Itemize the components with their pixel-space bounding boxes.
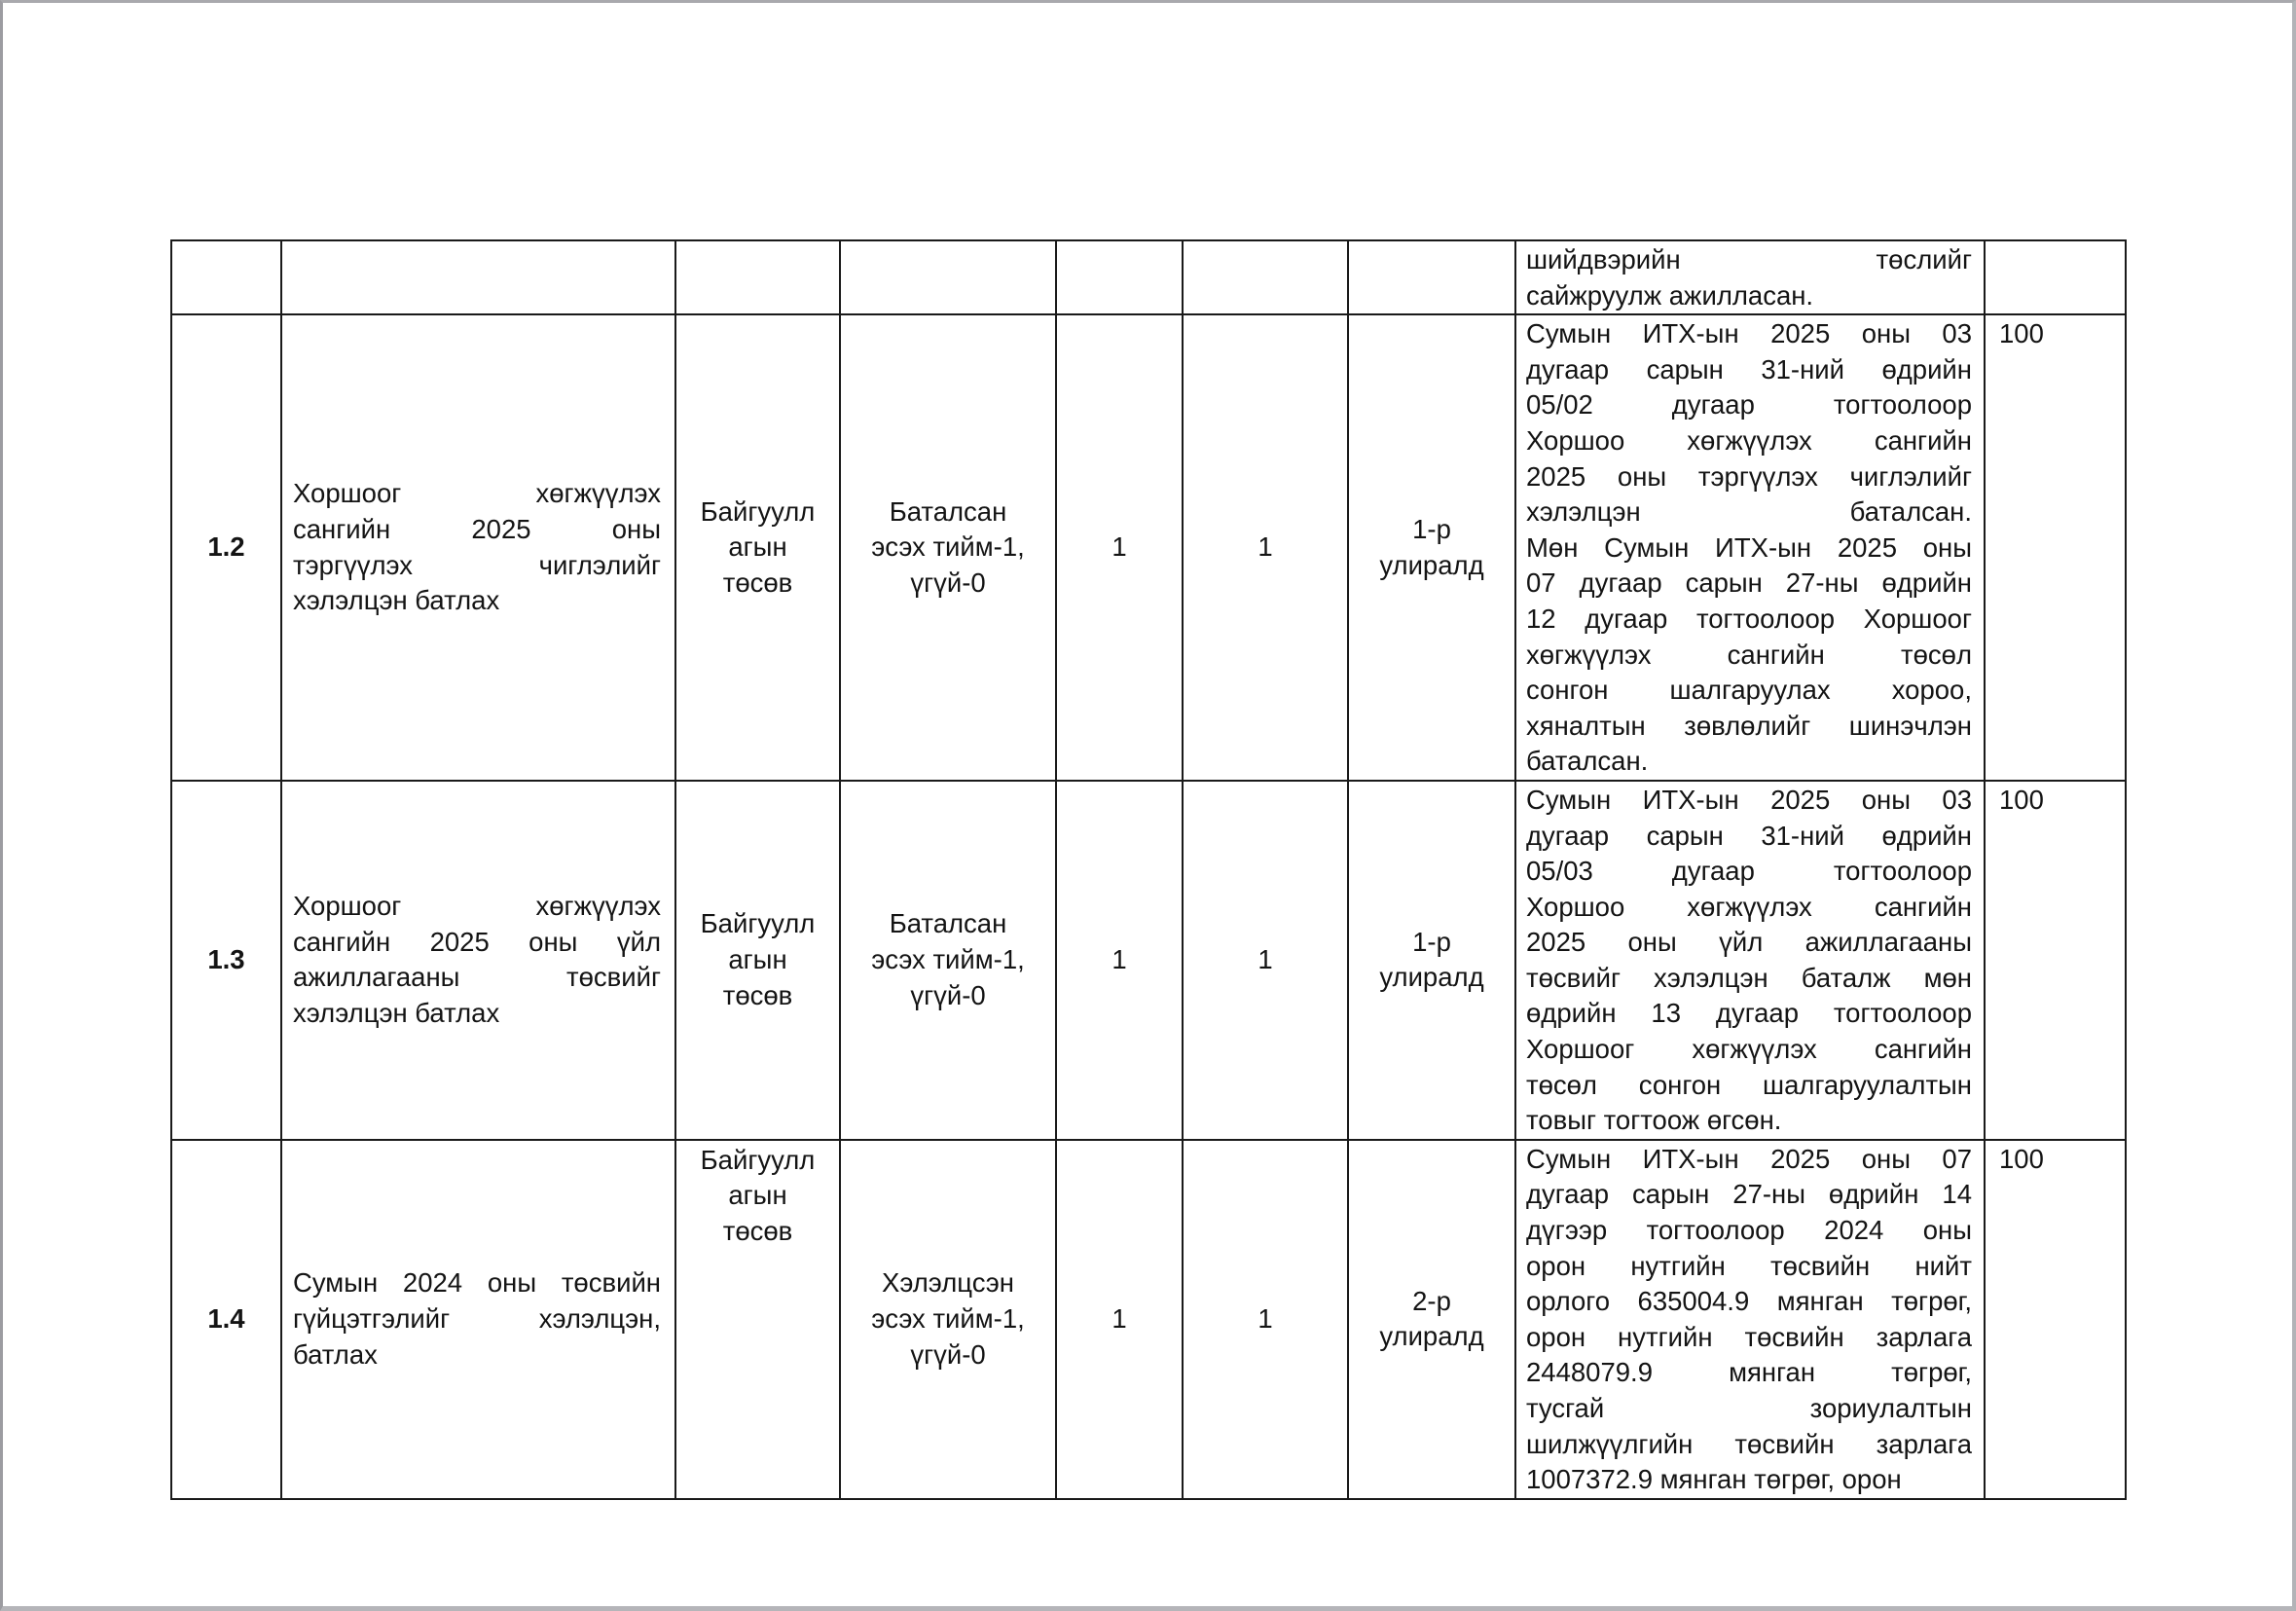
- text-line: 2-р: [1412, 1285, 1451, 1316]
- baseline-cell: [1056, 1140, 1183, 1499]
- report-cell: [1515, 314, 1985, 781]
- baseline-value: 1: [1112, 1303, 1127, 1335]
- percent-value: [1986, 241, 2125, 242]
- text-line: Байгуулл: [700, 908, 816, 939]
- percent-value: 100: [1999, 1143, 2044, 1174]
- percent-cell: [1985, 314, 2126, 781]
- text-line: үгүй-0: [910, 979, 986, 1010]
- activity-cell: [281, 314, 675, 781]
- text-line: Баталсан: [889, 908, 1007, 939]
- funding-text: [676, 1143, 839, 1250]
- timeframe-text: [1349, 1284, 1514, 1355]
- text-line: Хоршоог хөгжүүлэх сангийн: [1526, 1034, 1972, 1065]
- target-value: 1: [1257, 531, 1273, 563]
- text-line: Байгуулл: [700, 1144, 816, 1175]
- item-number: [171, 781, 281, 1140]
- text-line: шийдвэрийн төслийг: [1526, 244, 1972, 275]
- funding-text: [676, 494, 839, 602]
- text-line: үгүй-0: [910, 1338, 986, 1370]
- text-line: Сумын 2024 оны төсвийн: [293, 1267, 661, 1299]
- activity-text: [282, 889, 674, 1031]
- text-line: улиралд: [1379, 1321, 1484, 1352]
- text-line: улиралд: [1379, 549, 1484, 580]
- text-line: агын: [728, 1180, 787, 1211]
- activity-cell: [281, 1140, 675, 1499]
- text-line: хэлэлцэн батлах: [293, 997, 500, 1028]
- item-number: [171, 1140, 281, 1499]
- activity-cell: [281, 781, 675, 1140]
- text-line: Хоршоог хөгжүүлэх: [293, 891, 661, 922]
- item-number: [171, 314, 281, 781]
- text-line: төсвийг хэлэлцэн баталж мөн: [1526, 962, 1972, 993]
- report-cell: [1515, 1140, 1985, 1499]
- report-text: [1516, 782, 1984, 1139]
- text-line: өдрийн 13 дугаар тогтоолоор: [1526, 998, 1972, 1029]
- percent-cell: [1985, 1140, 2126, 1499]
- text-line: 1-р: [1412, 513, 1451, 544]
- indicator-text: [841, 494, 1055, 602]
- table-row: [171, 1140, 2126, 1499]
- text-line: сонгон шалгаруулах хороо,: [1526, 675, 1972, 706]
- activity-text: [282, 1265, 674, 1373]
- text-line: дугаар сарын 31-ний өдрийн: [1526, 820, 1972, 851]
- text-line: хэлэлцэн баталсан.: [1526, 496, 1972, 528]
- text-line: Байгуулл: [700, 495, 816, 527]
- timeframe-cell: [1348, 1140, 1515, 1499]
- indicator-cell: [840, 240, 1056, 314]
- text-line: Хоршоог хөгжүүлэх: [293, 478, 661, 509]
- text-line: Сумын ИТХ-ын 2025 оны 03: [1526, 784, 1972, 815]
- indicator-cell: [840, 1140, 1056, 1499]
- baseline-value: 1: [1112, 944, 1127, 975]
- percent-cell: [1985, 781, 2126, 1140]
- text-line: батлах: [293, 1338, 378, 1370]
- text-line: эсэх тийм-1,: [871, 531, 1025, 563]
- table-row: [171, 781, 2126, 1140]
- text-line: орон нутгийн төсвийн нийт: [1526, 1250, 1972, 1281]
- report-cell: [1515, 781, 1985, 1140]
- baseline-cell: [1056, 314, 1183, 781]
- activity-cell: [281, 240, 675, 314]
- percent-value: 100: [1999, 784, 2044, 815]
- text-line: Хоршоо хөгжүүлэх сангийн: [1526, 424, 1972, 456]
- text-line: эсэх тийм-1,: [871, 1303, 1025, 1335]
- target-cell: [1183, 781, 1348, 1140]
- funding-cell: [675, 240, 840, 314]
- baseline-value: 1: [1112, 531, 1127, 563]
- text-line: баталсан.: [1526, 746, 1649, 777]
- text-line: эсэх тийм-1,: [871, 944, 1025, 975]
- text-line: орон нутгийн төсвийн зарлага: [1526, 1321, 1972, 1352]
- text-line: агын: [728, 944, 787, 975]
- text-line: Хоршоо хөгжүүлэх сангийн: [1526, 891, 1972, 922]
- text-line: улиралд: [1379, 962, 1484, 993]
- timeframe-cell: [1348, 314, 1515, 781]
- text-line: Сумын ИТХ-ын 2025 оны 07: [1526, 1143, 1972, 1174]
- text-line: 1007372.9 мянган төгрөг, орон: [1526, 1464, 1902, 1495]
- text-line: үгүй-0: [910, 567, 986, 598]
- timeframe-text: [1349, 925, 1514, 996]
- funding-cell: [675, 781, 840, 1140]
- text-line: орлого 635004.9 мянган төгрөг,: [1526, 1286, 1972, 1317]
- text-line: сангийн 2025 оны: [293, 513, 661, 544]
- text-line: тэргүүлэх чиглэлийг: [293, 549, 661, 580]
- text-line: Мөн Сумын ИТХ-ын 2025 оны: [1526, 531, 1972, 563]
- text-line: Сумын ИТХ-ын 2025 оны 03: [1526, 318, 1972, 349]
- text-line: дугаар сарын 31-ний өдрийн: [1526, 353, 1972, 384]
- funding-cell: [675, 314, 840, 781]
- item-number-text: 1.3: [207, 944, 245, 975]
- report-cell: [1515, 240, 1985, 314]
- text-line: төсөв: [722, 1216, 793, 1247]
- text-line: 2025 оны үйл ажиллагааны: [1526, 927, 1972, 958]
- text-line: 2025 оны тэргүүлэх чиглэлийг: [1526, 460, 1972, 492]
- table-row: [171, 314, 2126, 781]
- text-line: агын: [728, 531, 787, 563]
- text-line: 2448079.9 мянган төгрөг,: [1526, 1357, 1972, 1388]
- text-line: дугаар сарын 27-ны өдрийн 14: [1526, 1179, 1972, 1210]
- text-line: төсөв: [722, 567, 793, 598]
- indicator-cell: [840, 781, 1056, 1140]
- baseline-cell: [1056, 240, 1183, 314]
- text-line: гүйцэтгэлийг хэлэлцэн,: [293, 1303, 661, 1335]
- text-line: ажиллагааны төсвийг: [293, 962, 661, 993]
- text-line: хяналтын зөвлөлийг шинэчлэн: [1526, 710, 1972, 741]
- report-text: [1516, 315, 1984, 780]
- target-cell: [1183, 240, 1348, 314]
- indicator-text: [841, 1265, 1055, 1373]
- target-value: 1: [1257, 944, 1273, 975]
- baseline-cell: [1056, 781, 1183, 1140]
- funding-text: [676, 906, 839, 1013]
- item-number: [171, 240, 281, 314]
- text-line: товыг тогтоож өгсөн.: [1526, 1105, 1782, 1136]
- text-line: 05/02 дугаар тогтоолоор: [1526, 389, 1972, 421]
- indicator-text: [841, 906, 1055, 1013]
- text-line: хөгжүүлэх сангийн төсөл: [1526, 639, 1972, 670]
- activity-report-table: [170, 239, 2127, 1500]
- percent-cell: [1985, 240, 2126, 314]
- text-line: шилжүүлгийн төсвийн зарлага: [1526, 1428, 1972, 1459]
- text-line: сангийн 2025 оны үйл: [293, 926, 661, 957]
- report-text: [1516, 241, 1984, 313]
- text-line: 05/03 дугаар тогтоолоор: [1526, 856, 1972, 887]
- timeframe-cell: [1348, 240, 1515, 314]
- indicator-cell: [840, 314, 1056, 781]
- target-cell: [1183, 314, 1348, 781]
- report-text: [1516, 1141, 1984, 1498]
- text-line: хэлэлцэн батлах: [293, 585, 500, 616]
- text-line: төсөл сонгон шалгаруулалтын: [1526, 1069, 1972, 1100]
- funding-cell: [675, 1140, 840, 1499]
- text-line: Баталсан: [889, 495, 1007, 527]
- item-number-text: 1.2: [207, 531, 245, 563]
- text-line: 12 дугаар тогтоолоор Хоршоог: [1526, 603, 1972, 634]
- text-line: тусгай зориулалтын: [1526, 1393, 1972, 1423]
- text-line: 07 дугаар сарын 27-ны өдрийн: [1526, 568, 1972, 599]
- text-line: сайжруулж ажилласан.: [1526, 279, 1814, 311]
- item-number-text: 1.4: [207, 1303, 245, 1335]
- text-line: Хэлэлцсэн: [881, 1267, 1014, 1299]
- target-cell: [1183, 1140, 1348, 1499]
- text-line: 1-р: [1412, 926, 1451, 957]
- activity-text: [282, 476, 674, 618]
- text-line: дүгээр тогтоолоор 2024 оны: [1526, 1215, 1972, 1246]
- text-line: төсөв: [722, 979, 793, 1010]
- percent-value: 100: [1999, 318, 2044, 349]
- table-row: [171, 240, 2126, 314]
- timeframe-cell: [1348, 781, 1515, 1140]
- timeframe-text: [1349, 512, 1514, 583]
- target-value: 1: [1257, 1303, 1273, 1335]
